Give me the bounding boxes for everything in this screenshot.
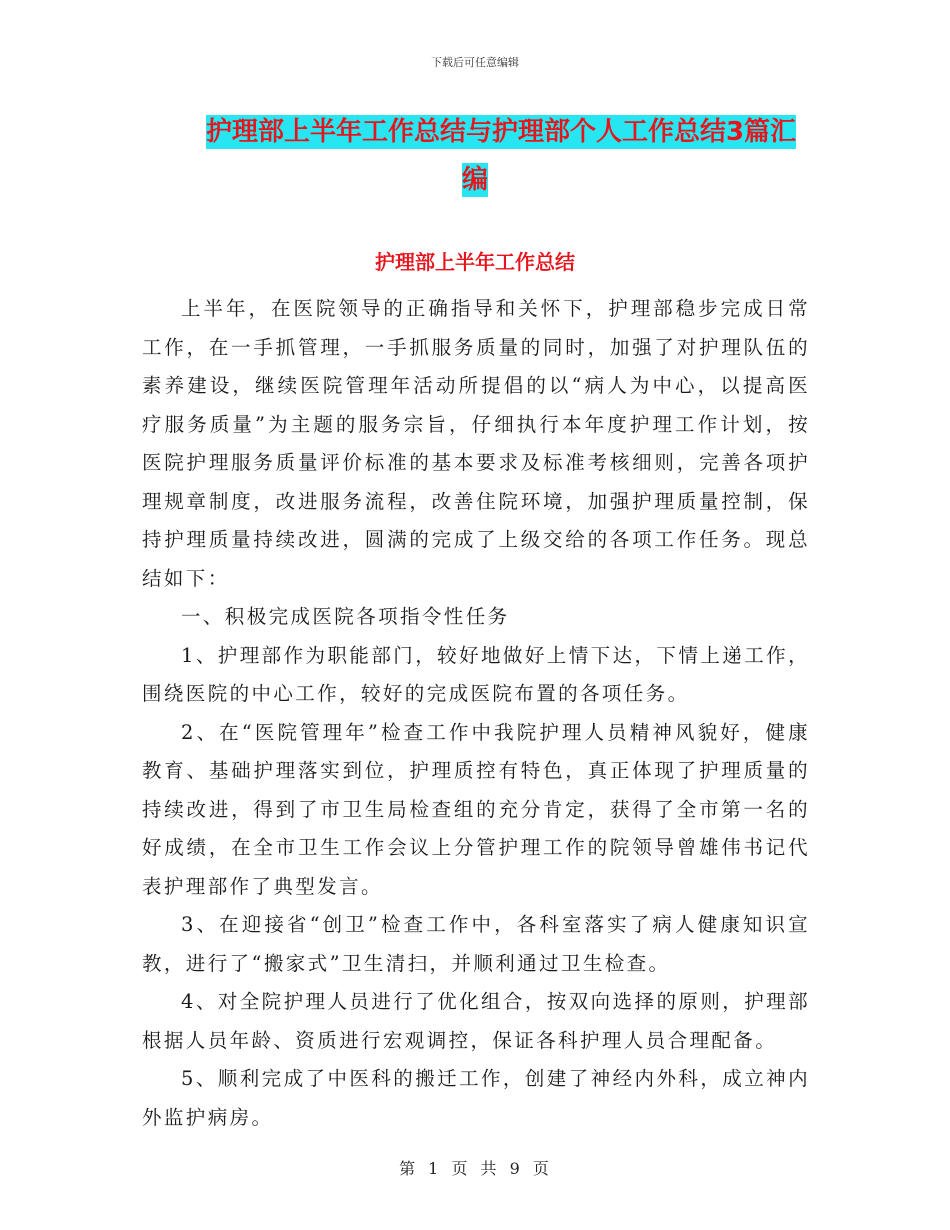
paragraph-item-2: 2、在“医院管理年”检查工作中我院护理人员精神风貌好，健康教育、基础护理落实到位，护理质控有特色，真正体现了护理质量的持续改进，得到了市卫生局检查组的充分肯定，获得了全市第一名的好成绩，在全市卫生工作会议上分管护理工作的院领导曾雄伟书记代表护理部作了典型发言。 <box>142 720 810 898</box>
section-title: 护理部上半年工作总结 <box>375 250 575 274</box>
paragraph-intro: 上半年，在医院领导的正确指导和关怀下，护理部稳步完成日常工作，在一手抓管理，一手抓服务质量的同时，加强了对护理队伍的素养建设，继续医院管理年活动所提倡的以“病人为中心，以提高医疗服务质量”为主题的服务宗旨，仔细执行本年度护理工作计划，按医院护理服务质量评价标准的基本要求及标准考核细则，完善各项护理规章制度，改进服务流程，改善住院环境，加强护理质量控制，保持护理质量持续改进，圆满的完成了上级交给的各项工作任务。现总结如下： <box>142 297 810 590</box>
paragraph-item-1: 1、护理部作为职能部门，较好地做好上情下达，下情上递工作，围绕医院的中心工作，较好的完成医院布置的各项任务。 <box>142 643 810 705</box>
page-number: 第 1 页 共 9 页 <box>399 1159 551 1178</box>
document-title-line1: 护理部上半年工作总结与护理部个人工作总结3篇汇 <box>205 117 797 147</box>
document-title <box>0 108 950 204</box>
document-title-line2: 编 <box>461 165 488 195</box>
paragraph-item-4: 4、对全院护理人员进行了优化组合，按双向选择的原则，护理部根据人员年龄、资质进行宏观调控，保证各科护理人员合理配备。 <box>142 990 810 1052</box>
document-body <box>142 290 810 1137</box>
paragraph-item-5: 5、顺利完成了中医科的搬迁工作，创建了神经内外科，成立神内外监护病房。 <box>142 1067 810 1129</box>
page-header-note: 下载后可任意编辑 <box>431 56 519 69</box>
paragraph-item-3: 3、在迎接省“创卫”检查工作中，各科室落实了病人健康知识宣教，进行了“搬家式”卫生清扫，并顺利通过卫生检查。 <box>142 913 810 975</box>
paragraph-heading-1: 一、积极完成医院各项指令性任务 <box>181 605 510 628</box>
